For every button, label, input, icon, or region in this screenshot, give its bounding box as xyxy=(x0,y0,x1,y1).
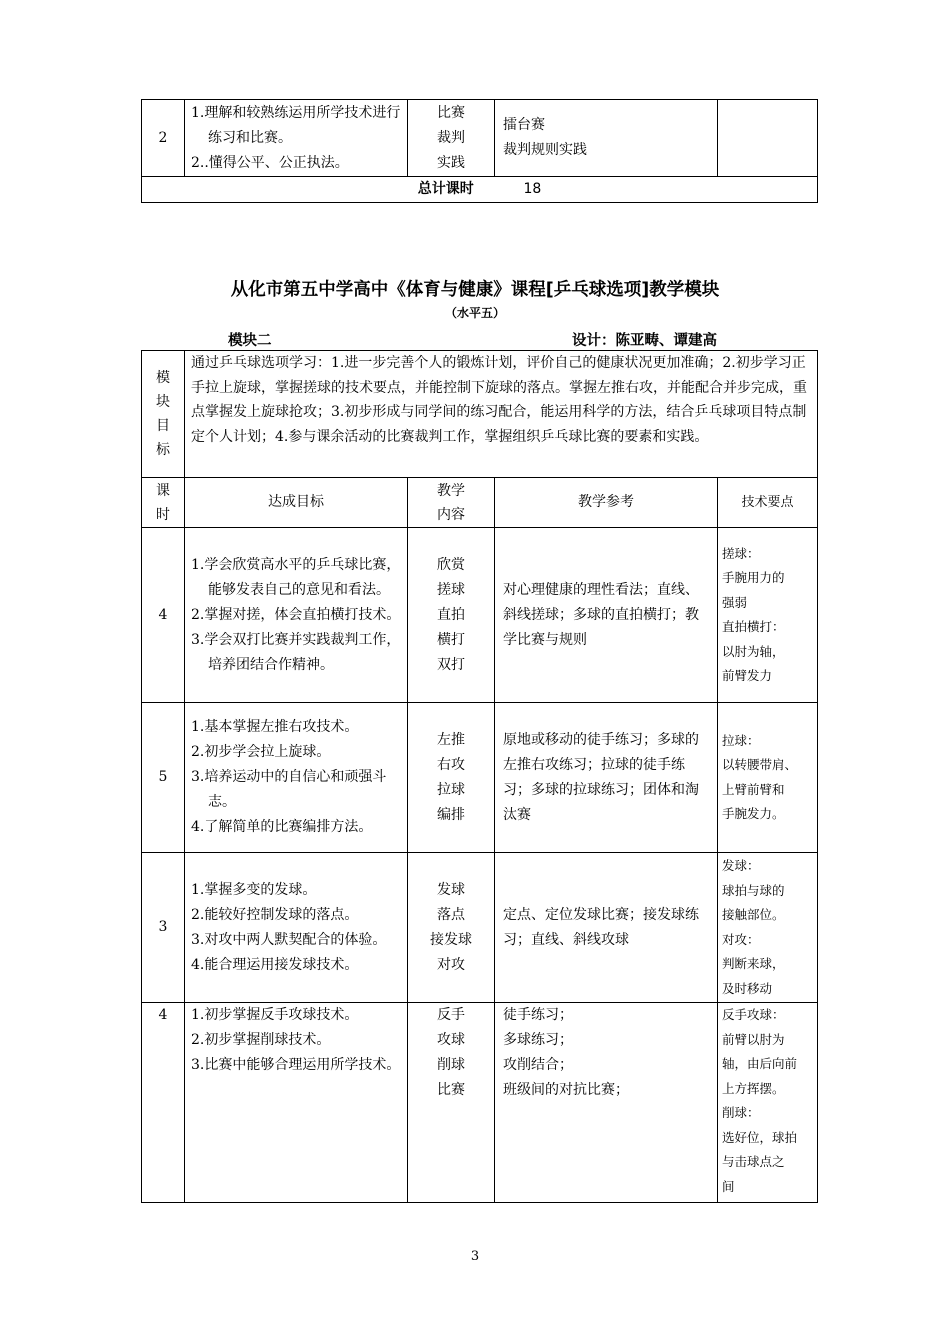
goal-item: 1.基本掌握左推右攻技术。 xyxy=(191,719,359,735)
tech-item: 与击球点之 xyxy=(722,1154,785,1169)
tech-item: 上方挥摆。 xyxy=(722,1080,785,1096)
goal-item: 1.学会欣赏高水平的乒乓球比赛，能够发表自己的意见和看法。 xyxy=(191,556,401,598)
content-item: 接发球 xyxy=(430,931,472,948)
content-item: 落点 xyxy=(437,906,465,923)
header-content xyxy=(408,478,495,528)
top-table xyxy=(141,99,818,203)
tech-item: 及时移动 xyxy=(722,980,773,996)
header-row xyxy=(142,478,818,528)
objective-label-char: 模 xyxy=(156,370,170,386)
reference-item: 多球练习； xyxy=(503,1032,573,1048)
content-item: 搓球 xyxy=(437,581,465,598)
goals-cell xyxy=(185,853,408,1003)
reference-item: 班级间的对抗比赛； xyxy=(503,1082,629,1098)
goal-item: 4.了解简单的比赛编排方法。 xyxy=(191,819,373,835)
tech-item: 以转腰带肩、 xyxy=(722,757,798,772)
content-cell xyxy=(408,100,495,177)
goal-item: 1.掌握多变的发球。 xyxy=(191,881,317,898)
content-item: 拉球 xyxy=(437,781,465,798)
goal-item: 3.学会双打比赛并实践裁判工作，培养团结合作精神。 xyxy=(191,631,401,673)
tech-item: 拉球： xyxy=(722,732,760,748)
content-item: 攻球 xyxy=(437,1032,465,1048)
reference-item: 攻削结合； xyxy=(503,1057,573,1073)
tech-item: 对攻： xyxy=(722,931,760,947)
goals-cell xyxy=(185,703,408,853)
goal-item: 3.对攻中两人默契配合的体验。 xyxy=(191,931,387,948)
tech-cell xyxy=(718,1003,818,1203)
hours-cell: 5 xyxy=(142,703,185,853)
table-row xyxy=(142,853,818,1003)
tech-item: 削球： xyxy=(722,1105,760,1120)
designer-label: 设计：陈亚畴、谭建高 xyxy=(572,333,717,349)
tech-item: 上臂前臂和 xyxy=(722,781,785,797)
table-row xyxy=(142,703,818,853)
header-hours xyxy=(142,478,185,528)
reference-cell: 对心理健康的理性看法；直线、斜线搓球；多球的直拍横打；教学比赛与规则 xyxy=(495,528,718,703)
total-label: 总计课时 xyxy=(417,181,474,197)
hours-cell: 3 xyxy=(142,853,185,1003)
content-item: 对攻 xyxy=(437,956,465,973)
content-item: 反手 xyxy=(437,1007,465,1023)
goal-item: 2.掌握对搓，体会直拍横打技术。 xyxy=(191,606,401,623)
content-item: 横打 xyxy=(437,631,465,648)
objective-label-char: 目 xyxy=(156,418,170,434)
reference-cell xyxy=(495,1003,718,1203)
tech-item: 判断来球， xyxy=(722,956,785,971)
content-item: 右攻 xyxy=(437,756,465,773)
content-item: 双打 xyxy=(437,656,465,673)
content-cell xyxy=(408,853,495,1003)
tech-item: 选好位，球拍 xyxy=(722,1129,798,1145)
reference-item: 裁判规则实践 xyxy=(503,142,587,158)
header-hours-char: 课 xyxy=(156,482,170,499)
objective-label-char: 块 xyxy=(156,394,170,410)
table-row xyxy=(142,100,818,177)
total-hours xyxy=(142,177,818,203)
tech-item: 强弱 xyxy=(722,594,748,610)
content-item: 实践 xyxy=(437,154,465,171)
goal-item: 2.初步掌握削球技术。 xyxy=(191,1032,331,1048)
hours-cell: 4 xyxy=(142,528,185,703)
reference-cell: 定点、定位发球比赛；接发球练习；直线、斜线攻球 xyxy=(495,853,718,1003)
table-row xyxy=(142,1003,818,1203)
header-reference: 教学参考 xyxy=(495,478,718,528)
content-item: 削球 xyxy=(437,1057,465,1073)
content-item: 编排 xyxy=(437,806,465,823)
tech-item: 前臂以肘为 xyxy=(722,1031,785,1047)
tech-item: 发球： xyxy=(722,858,760,873)
table-row xyxy=(142,528,818,703)
tech-item: 反手攻球： xyxy=(722,1007,785,1022)
goals-cell xyxy=(185,100,408,177)
goals-cell xyxy=(185,528,408,703)
tech-item: 间 xyxy=(722,1178,735,1194)
tech-cell xyxy=(718,528,818,703)
content-item: 直拍 xyxy=(437,606,465,623)
content-item: 裁判 xyxy=(437,129,465,146)
header-tech: 技术要点 xyxy=(718,478,818,528)
header-content-char: 教学 xyxy=(437,482,465,499)
module-label: 模块二 xyxy=(228,333,272,349)
tech-item: 轴，由后向前 xyxy=(722,1056,798,1071)
goal-item: 2..懂得公平、公正执法。 xyxy=(191,154,349,171)
header-content-char: 内容 xyxy=(437,506,465,523)
hours-cell: 2 xyxy=(142,100,185,177)
total-value: 18 xyxy=(523,181,542,197)
goal-item: 2.能较好控制发球的落点。 xyxy=(191,906,359,923)
objective-row xyxy=(142,351,818,478)
tech-item: 球拍与球的 xyxy=(722,882,785,898)
tech-item: 手腕用力的 xyxy=(722,570,785,585)
tech-cell xyxy=(718,100,818,177)
page-number: 3 xyxy=(470,1249,480,1264)
content-item: 左推 xyxy=(437,731,465,748)
goal-item: 1.理解和较熟练运用所学技术进行练习和比赛。 xyxy=(191,104,401,146)
hours-cell: 4 xyxy=(142,1003,185,1203)
reference-cell: 原地或移动的徒手练习；多球的左推右攻练习；拉球的徒手练习；多球的拉球练习；团体和淘汰赛 xyxy=(495,703,718,853)
content-cell xyxy=(408,528,495,703)
module-table xyxy=(141,350,818,1203)
objective-label xyxy=(142,351,185,478)
content-item: 比赛 xyxy=(437,1082,465,1098)
content-item: 比赛 xyxy=(437,104,465,121)
tech-cell xyxy=(718,703,818,853)
content-item: 欣赏 xyxy=(437,556,465,573)
content-item: 发球 xyxy=(437,881,465,898)
goal-item: 4.能合理运用接发球技术。 xyxy=(191,956,359,973)
tech-item: 手腕发力。 xyxy=(722,806,785,821)
objective-label-char: 标 xyxy=(156,442,170,458)
tech-item: 前臂发力 xyxy=(722,668,773,683)
header-goals: 达成目标 xyxy=(185,478,408,528)
objective-text: 通过乒乓球选项学习：1.进一步完善个人的锻炼计划，评价自己的健康状况更加准确；2.初步学习正手拉上旋球，掌握搓球的技术要点，并能控制下旋球的落点。掌握左推右攻，并能配合并步完成，重点掌握发上旋球抢攻；3.初步形成与同学间的练习配合，能运用科学的方法，结合乒乓球项目特点制定个人计划；4.参与课余活动的比赛裁判工作，掌握组织乒乓球比赛的要素和实践。 xyxy=(185,351,818,478)
content-cell xyxy=(408,1003,495,1203)
reference-cell xyxy=(495,100,718,177)
page-subtitle: （水平五） xyxy=(444,306,505,320)
total-row xyxy=(142,177,818,203)
goal-item: 3.培养运动中的自信心和顽强斗志。 xyxy=(191,769,387,810)
reference-item: 擂台赛 xyxy=(503,117,545,133)
tech-item: 以肘为轴， xyxy=(722,643,785,659)
goal-item: 3.比赛中能够合理运用所学技术。 xyxy=(191,1057,401,1073)
header-hours-char: 时 xyxy=(156,506,170,523)
tech-item: 搓球： xyxy=(722,545,760,561)
goal-item: 1.初步掌握反手攻球技术。 xyxy=(191,1007,359,1023)
content-cell xyxy=(408,703,495,853)
tech-item: 直拍横打： xyxy=(722,619,785,634)
goal-item: 2.初步学会拉上旋球。 xyxy=(191,744,331,760)
goals-cell xyxy=(185,1003,408,1203)
reference-item: 徒手练习； xyxy=(503,1007,573,1023)
tech-item: 接触部位。 xyxy=(722,907,785,922)
tech-cell xyxy=(718,853,818,1003)
page-title: 从化市第五中学高中《体育与健康》课程[乒乓球选项]教学模块 xyxy=(230,280,720,300)
